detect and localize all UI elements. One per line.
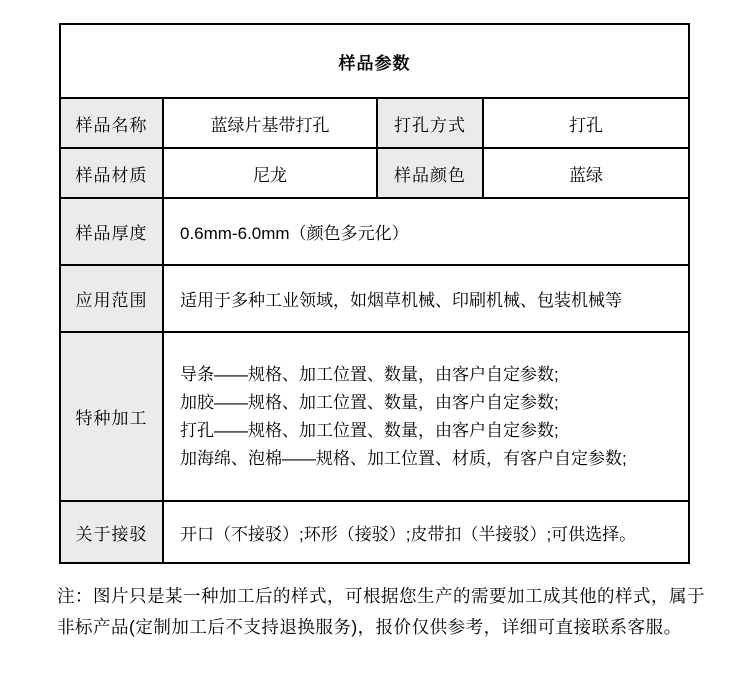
value-connection: 开口（不接驳）;环形（接驳）;皮带扣（半接驳）;可供选择。	[163, 501, 689, 563]
special-processing-line-1: 导条——规格、加工位置、数量，由客户自定参数;	[180, 364, 559, 384]
table-row-title	[60, 24, 689, 98]
label-sample-color: 样品颜色	[377, 148, 483, 198]
table-row-thickness	[60, 198, 689, 265]
value-special-processing	[163, 332, 689, 501]
footer-note-line-2: 非标产品(定制加工后不支持退换服务)，报价仅供参考，详细可直接联系客服。	[57, 617, 682, 637]
value-application-range: 适用于多种工业领域，如烟草机械、印刷机械、包装机械等	[163, 265, 689, 332]
label-special-processing: 特种加工	[60, 332, 163, 501]
value-sample-thickness: 0.6mm-6.0mm（颜色多元化）	[163, 198, 689, 265]
value-sample-name: 蓝绿片基带打孔	[163, 98, 377, 148]
special-processing-line-3: 打孔——规格、加工位置、数量，由客户自定参数;	[180, 420, 559, 440]
page-title: 样品参数	[60, 24, 689, 98]
label-sample-thickness: 样品厚度	[60, 198, 163, 265]
special-processing-line-4: 加海绵、泡棉——规格、加工位置、材质，有客户自定参数;	[180, 448, 627, 468]
value-punch-method: 打孔	[483, 98, 689, 148]
label-connection: 关于接驳	[60, 501, 163, 563]
label-application-range: 应用范围	[60, 265, 163, 332]
table-row-material	[60, 148, 689, 198]
table-row-name	[60, 98, 689, 148]
table-row-application	[60, 265, 689, 332]
table-row-connection	[60, 501, 689, 563]
label-sample-material: 样品材质	[60, 148, 163, 198]
label-sample-name: 样品名称	[60, 98, 163, 148]
label-punch-method: 打孔方式	[377, 98, 483, 148]
value-sample-material: 尼龙	[163, 148, 377, 198]
table-row-special-processing	[60, 332, 689, 501]
value-sample-color: 蓝绿	[483, 148, 689, 198]
special-processing-line-2: 加胶——规格、加工位置、数量，由客户自定参数;	[180, 392, 559, 412]
footer-note-line-1: 注：图片只是某一种加工后的样式，可根据您生产的需要加工成其他的样式，属于	[57, 586, 705, 606]
sample-parameters-table	[59, 23, 690, 564]
footer-note	[57, 581, 707, 643]
